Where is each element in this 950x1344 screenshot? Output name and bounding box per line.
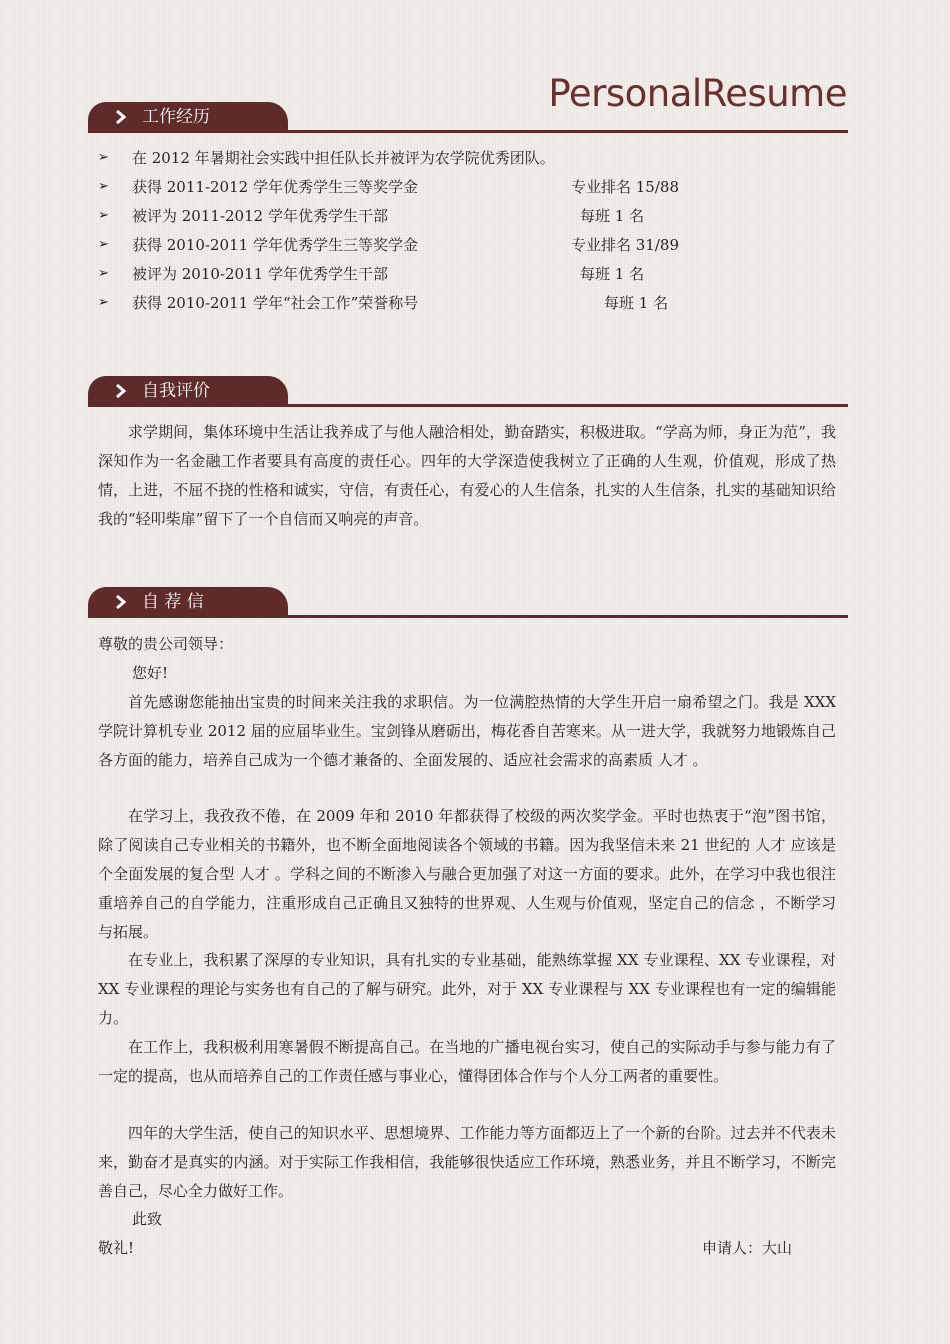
letter-paragraph: 四年的大学生活，使自己的知识水平、思想境界、工作能力等方面都迈上了一个新的台阶。过去并不代表未来，勤奋才是真实的内涵。对于实际工作我相信，我能够很快适应工作环境，熟悉业务，并且不断学习，不断完善自己，尽心全力做好工作。 [98,1124,836,1200]
section-title-work: 工作经历 [142,107,210,127]
section-header-work [88,102,848,134]
bullet-arrow-icon: ➢ [98,179,109,194]
section-header-self-eval [88,376,848,408]
section-tab-work [88,102,288,132]
list-item-text: 获得 2010-2011 学年优秀学生三等奖学金 [132,236,418,254]
letter-salutation: 尊敬的贵公司领导： [98,635,234,653]
letter-regards: 敬礼! [98,1239,135,1257]
self-eval-paragraph: 求学期间，集体环境中生活让我养成了与他人融洽相处，勤奋踏实，积极进取。“学高为师，身正为范”，我深知作为一名金融工作者要具有高度的责任心。四年的大学深造使我树立了正确的人生观，价值观，形成了热情，上进，不屈不挠的性格和诚实，守信，有责任心，有爱心的人生信条，扎实的人生信条，扎实的基础知识给我的“轻叩柴扉”留下了一个自信而又响亮的声音。 [98,423,836,528]
section-divider [88,130,848,133]
letter-greeting: 您好! [132,664,169,682]
section-tab-letter [88,587,288,617]
section-header-letter [88,587,848,619]
chevron-right-icon [114,595,128,609]
section-title-letter: 自 荐 信 [142,592,204,612]
list-item-text: 获得 2011-2012 学年优秀学生三等奖学金 [132,178,418,196]
letter-paragraph: 在学习上，我孜孜不倦，在 2009 年和 2010 年都获得了校级的两次奖学金。平时也热衷于“泡”图书馆，除了阅读自己专业相关的书籍外，也不断全面地阅读各个领域的书籍。因为我坚信未来 21 世纪的 人才 应该是个全面发展的复合型 人才 。学科之间的不断渗入与融合更加强了对这一方面的要求。此外，在学习中我也很注重培养自己的自学能力，注重形成自己正确且又独特的世界观、人生观与价值观，坚定自己的信念 ，不断学习与拓展。 [98,807,836,941]
bullet-arrow-icon: ➢ [98,266,109,281]
brand-title: PersonalResume [548,72,847,115]
section-divider [88,404,848,407]
section-tab-self-eval [88,376,288,406]
bullet-arrow-icon: ➢ [98,150,109,165]
letter-closing: 此致 [132,1210,163,1228]
bullet-arrow-icon: ➢ [98,295,109,310]
chevron-right-icon [114,384,128,398]
list-item-rank: 每班 1 名 [604,294,669,312]
bullet-arrow-icon: ➢ [98,208,109,223]
letter-paragraph: 在工作上，我积极利用寒暑假不断提高自己。在当地的广播电视台实习，使自己的实际动手与参与能力有了一定的提高，也从而培养自己的工作责任感与事业心，懂得团体合作与个人分工两者的重要性。 [98,1038,836,1085]
letter-paragraph: 首先感谢您能抽出宝贵的时间来关注我的求职信。为一位满腔热情的大学生开启一扇希望之门。我是 XXX 学院计算机专业 2012 届的应届毕业生。宝剑锋从磨砺出，梅花香自苦寒来。从一进大学，我就努力地锻炼自己各方面的能力，培养自己成为一个德才兼备的、全面发展的、适应社会需求的高素质 人才 。 [98,693,836,769]
letter-signature: 申请人：大山 [702,1239,793,1257]
chevron-right-icon [114,110,128,124]
list-item-rank: 专业排名 15/88 [571,178,679,196]
section-title-self-eval: 自我评价 [142,381,210,401]
list-item-text: 被评为 2010-2011 学年优秀学生干部 [132,265,388,283]
list-item-text: 被评为 2011-2012 学年优秀学生干部 [132,207,388,225]
list-item-text: 在 2012 年暑期社会实践中担任队长并被评为农学院优秀团队。 [132,149,555,167]
list-item-rank: 每班 1 名 [580,207,645,225]
section-divider [88,615,848,618]
bullet-arrow-icon: ➢ [98,237,109,252]
list-item-rank: 专业排名 31/89 [571,236,679,254]
list-item-rank: 每班 1 名 [580,265,645,283]
letter-paragraph: 在专业上，我积累了深厚的专业知识，具有扎实的专业基础，能熟练掌握 XX 专业课程、XX 专业课程，对 XX 专业课程的理论与实务也有自己的了解与研究。此外，对于 XX 专业课程与 XX 专业课程也有一定的编辑能力。 [98,951,836,1027]
list-item-text: 获得 2010-2011 学年“社会工作”荣誉称号 [132,294,419,312]
